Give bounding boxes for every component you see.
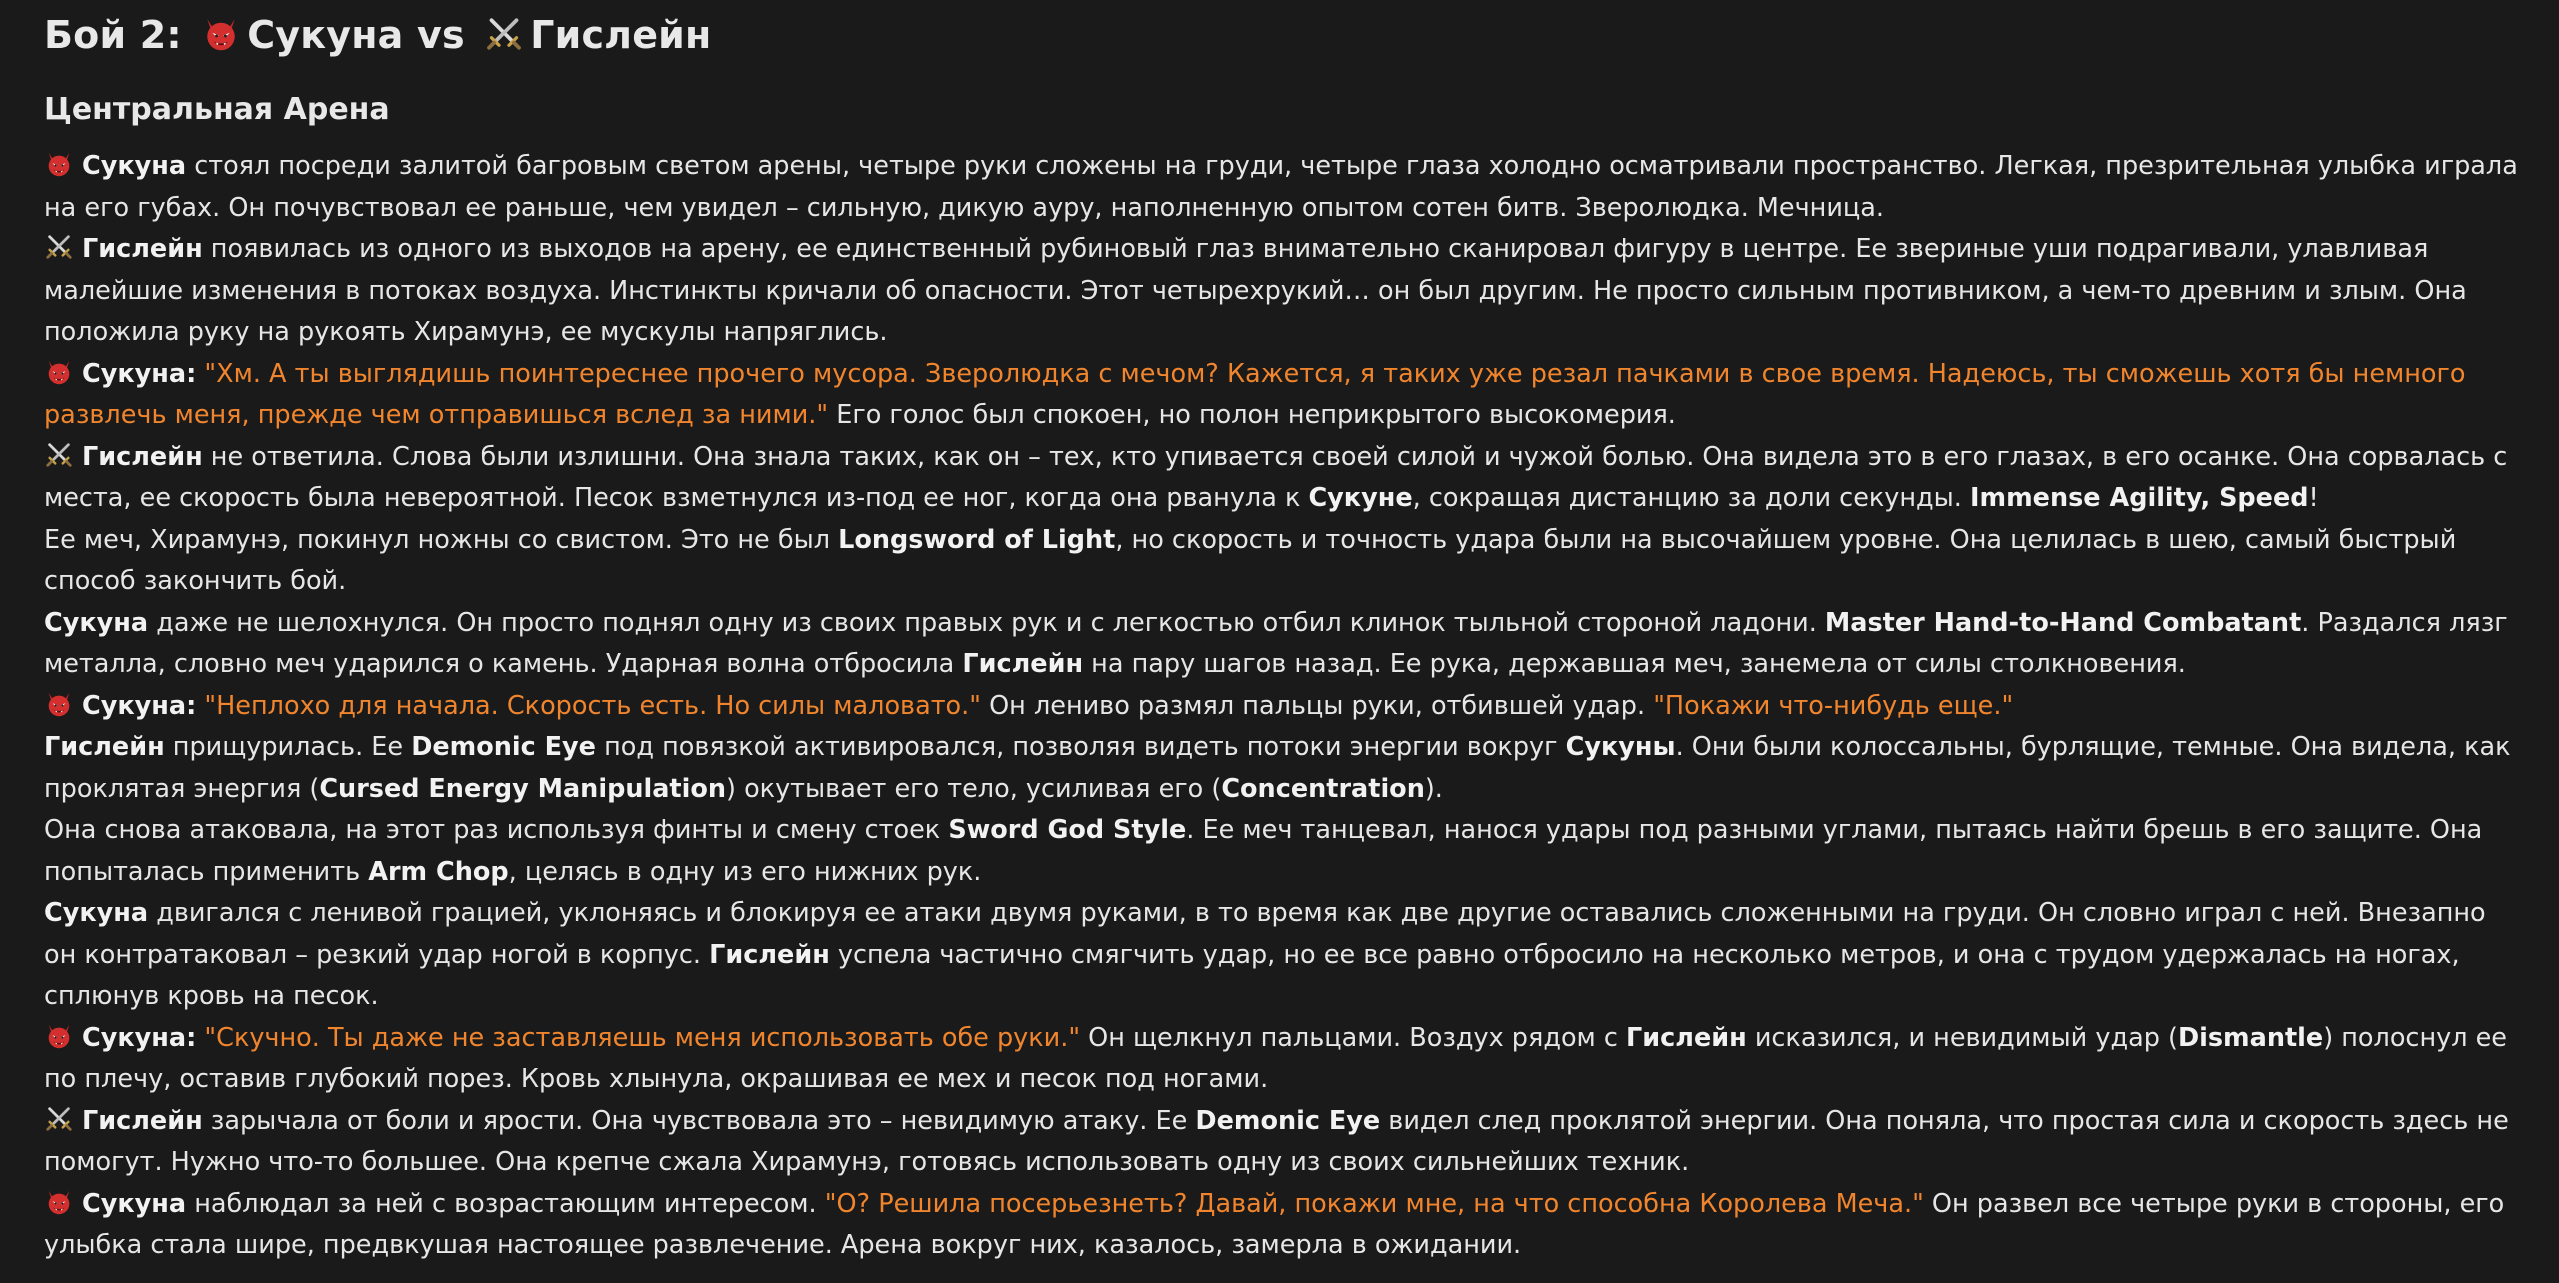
narration-text: под повязкой активировался, позволяя видеть потоки энергии вокруг bbox=[595, 732, 1566, 762]
narration-text: , целясь в одну из его нижних рук. bbox=[508, 856, 982, 887]
narration-text: . Они были колоссальны, бурлящие, темные. Она видела, как проклятая энергия ( bbox=[44, 732, 2511, 804]
bold-term: Сукуна bbox=[82, 151, 187, 181]
narration-text: , сокращая дистанцию за доли секунды. bbox=[1412, 483, 1971, 513]
bold-term: Сукуны bbox=[1565, 732, 1676, 762]
bold-term: Гислейн bbox=[44, 732, 165, 762]
narration-text: появилась из одного из выходов на арену, ее единственный рубиновый глаз внимательно сканировал фигуру в центре. Ее звериные уши подрагивали, улавливая малейшие изменения в потоках воздуха. Инстинкты кричали об опасности. Этот четырехрукий… он был другим. Не просто сильным противником, а чем-то древним и злым. Она положила руку на рукоять Хирамунэ, ее мускулы напряглись. bbox=[44, 234, 2467, 347]
narration-text: прищурилась. Ее bbox=[164, 732, 412, 762]
bold-term: Гислейн bbox=[82, 1105, 203, 1136]
bold-term: Immense Agility, Speed bbox=[1970, 483, 2309, 513]
narration-text: на пару шагов назад. Ее рука, державшая меч, занемела от силы столкновения. bbox=[1083, 649, 2186, 679]
story-paragraph bbox=[44, 520, 2519, 603]
bold-term: Sword God Style bbox=[948, 815, 1187, 845]
bold-term: Сукуне bbox=[1308, 483, 1413, 513]
story-paragraph bbox=[44, 686, 2519, 728]
narration-text: Ее меч, Хирамунэ, покинул ножны со свистом. Это не был bbox=[44, 524, 839, 555]
page-title bbox=[44, 6, 2519, 64]
fighter-1-name: Сукуна bbox=[247, 13, 404, 57]
bold-term: Cursed Energy Manipulation bbox=[319, 773, 727, 804]
story-paragraph bbox=[44, 229, 2519, 354]
demon-icon bbox=[44, 1021, 74, 1051]
dialogue-quote: "О? Решила посерьезнеть? Давай, покажи мне, на что способна Королева Меча." bbox=[824, 1188, 1924, 1219]
demon-icon bbox=[44, 689, 74, 719]
bold-term: Concentration bbox=[1221, 773, 1425, 804]
narration-text: Он лениво размял пальцы руки, отбившей удар. bbox=[981, 690, 1654, 721]
bold-term: Master Hand-to-Hand Combatant bbox=[1824, 607, 2302, 638]
crossed-swords-icon bbox=[44, 440, 74, 470]
bold-term: Гислейн bbox=[82, 441, 203, 472]
narration-text: даже не шелохнулся. Он просто поднял одну из своих правых рук и с легкостью отбил клинок тыльной стороной ладони. bbox=[148, 607, 1825, 638]
dialogue-quote: "Скучно. Ты даже не заставляешь меня использовать обе руки." bbox=[204, 1022, 1081, 1053]
dialogue-quote: "Хм. А ты выглядишь поинтереснее прочего мусора. Зверолюдка с мечом? Кажется, я таких уже резал пачками в свое время. Надеюсь, ты сможешь хотя бы немного развлечь меня, прежде чем отправишься вслед за ними." bbox=[44, 358, 2466, 430]
narration-text: ! bbox=[2308, 483, 2319, 513]
dialogue-quote: "Покажи что-нибудь еще." bbox=[1653, 690, 2014, 721]
narration-text: . Ее меч танцевал, нанося удары под разными углами, пытаясь найти брешь в его защите. Она попыталась применить bbox=[44, 815, 2483, 887]
story-paragraph bbox=[44, 1101, 2519, 1184]
bold-term: Сукуна: bbox=[82, 1022, 197, 1053]
story-paragraph bbox=[44, 1184, 2519, 1267]
narration-text: . Раздался лязг металла, словно меч ударился о камень. Ударная волна отбросила bbox=[44, 607, 2508, 679]
narration-text: Он щелкнул пальцами. Воздух рядом с bbox=[1080, 1022, 1627, 1053]
bold-term: Гислейн bbox=[709, 939, 830, 970]
bold-term: Сукуна bbox=[44, 898, 149, 928]
narration-text: двигался с ленивой грацией, уклоняясь и блокируя ее атаки двумя руками, в то время как две другие оставались сложенными на груди. Он словно играл с ней. Внезапно он контратаковал – резкий удар ногой в корпус. bbox=[44, 898, 2486, 970]
narration-text: не ответила. Слова были излишни. Она знала таких, как он – тех, кто упивается своей силой и чужой болью. Она видела это в его глазах, в его осанке. Она сорвалась с места, ее скорость была невероятной. Песок взметнулся из-под ее ног, когда она рванула к bbox=[44, 441, 2508, 513]
demon-icon bbox=[44, 1187, 74, 1217]
story-paragraph bbox=[44, 146, 2519, 229]
fighter-2-name: Гислейн bbox=[530, 13, 712, 57]
bold-term: Гислейн bbox=[1626, 1022, 1747, 1053]
bold-term: Сукуна: bbox=[82, 358, 197, 389]
story-paragraph bbox=[44, 437, 2519, 520]
narration-text: стоял посреди залитой багровым светом арены, четыре руки сложены на груди, четыре глаза холодно осматривали пространство. Легкая, презрительная улыбка играла на его губах. Он почувствовал ее раньше, чем увидел – сильную, дикую ауру, наполненную опытом сотен битв. Зверолюдка. Мечница. bbox=[44, 151, 2518, 223]
bold-term: Гислейн bbox=[962, 649, 1084, 679]
narration-text: исказился, и невидимый удар ( bbox=[1746, 1022, 2178, 1053]
crossed-swords-icon bbox=[44, 232, 74, 262]
narration-text: ) полоснул ее по плечу, оставив глубокий порез. Кровь хлынула, окрашивая ее мех и песок под ногами. bbox=[44, 1022, 2507, 1094]
narration-text: ) окутывает его тело, усиливая его ( bbox=[726, 773, 1222, 804]
narration-text: Она снова атаковала, на этот раз используя финты и смену стоек bbox=[44, 815, 949, 845]
bold-term: Сукуна: bbox=[82, 690, 197, 721]
arena-subtitle: Центральная Арена bbox=[44, 92, 390, 127]
bold-term: Гислейн bbox=[82, 234, 203, 264]
narration-text: успела частично смягчить удар, но ее все равно отбросило на несколько метров, и она с трудом удержалась на ногах, сплюнув кровь на песок. bbox=[44, 939, 2460, 1011]
story-paragraph bbox=[44, 810, 2519, 893]
title-prefix: Бой 2: bbox=[44, 13, 182, 57]
story-body bbox=[44, 146, 2519, 1267]
demon-icon bbox=[44, 149, 74, 179]
narration-text: Он развел все четыре руки в стороны, его улыбка стала шире, предвкушая настоящее развлечение. Арена вокруг них, казалось, замерла в ожидании. bbox=[44, 1188, 2505, 1260]
story-paragraph bbox=[44, 1018, 2519, 1101]
narration-text: зарычала от боли и ярости. Она чувствовала это – невидимую атаку. Ее bbox=[202, 1105, 1196, 1136]
demon-icon bbox=[44, 357, 74, 387]
narration-text: , но скорость и точность удара были на высочайшем уровне. Она целилась в шею, самый быстрый способ закончить бой. bbox=[44, 524, 2457, 596]
bold-term: Longsword of Light bbox=[838, 524, 1116, 555]
narration-text: ). bbox=[1424, 773, 1443, 804]
dialogue-quote: "Неплохо для начала. Скорость есть. Но силы маловато." bbox=[204, 690, 981, 721]
narration-text: Его голос был спокоен, но полон неприкрытого высокомерия. bbox=[828, 400, 1676, 430]
story-paragraph bbox=[44, 727, 2519, 810]
story-paragraph bbox=[44, 354, 2519, 437]
bold-term: Сукуна bbox=[44, 607, 149, 638]
crossed-swords-icon bbox=[44, 1104, 74, 1134]
bold-term: Сукуна bbox=[82, 1188, 187, 1219]
bold-term: Arm Chop bbox=[368, 856, 509, 887]
narration-text: наблюдал за ней с возрастающим интересом. bbox=[186, 1188, 825, 1219]
vs-label: vs bbox=[416, 13, 465, 57]
demon-icon bbox=[201, 14, 241, 54]
narration-text: видел след проклятой энергии. Она поняла, что простая сила и скорость здесь не помогут. Нужно что-то большее. Она крепче сжала Хирамунэ, готовясь использовать одну из своих сильнейших техник. bbox=[44, 1105, 2509, 1177]
crossed-swords-icon bbox=[484, 14, 524, 54]
bold-term: Dismantle bbox=[2177, 1022, 2324, 1053]
bold-term: Demonic Eye bbox=[411, 732, 596, 762]
story-paragraph bbox=[44, 603, 2519, 686]
story-paragraph bbox=[44, 893, 2519, 1018]
bold-term: Demonic Eye bbox=[1195, 1105, 1381, 1136]
